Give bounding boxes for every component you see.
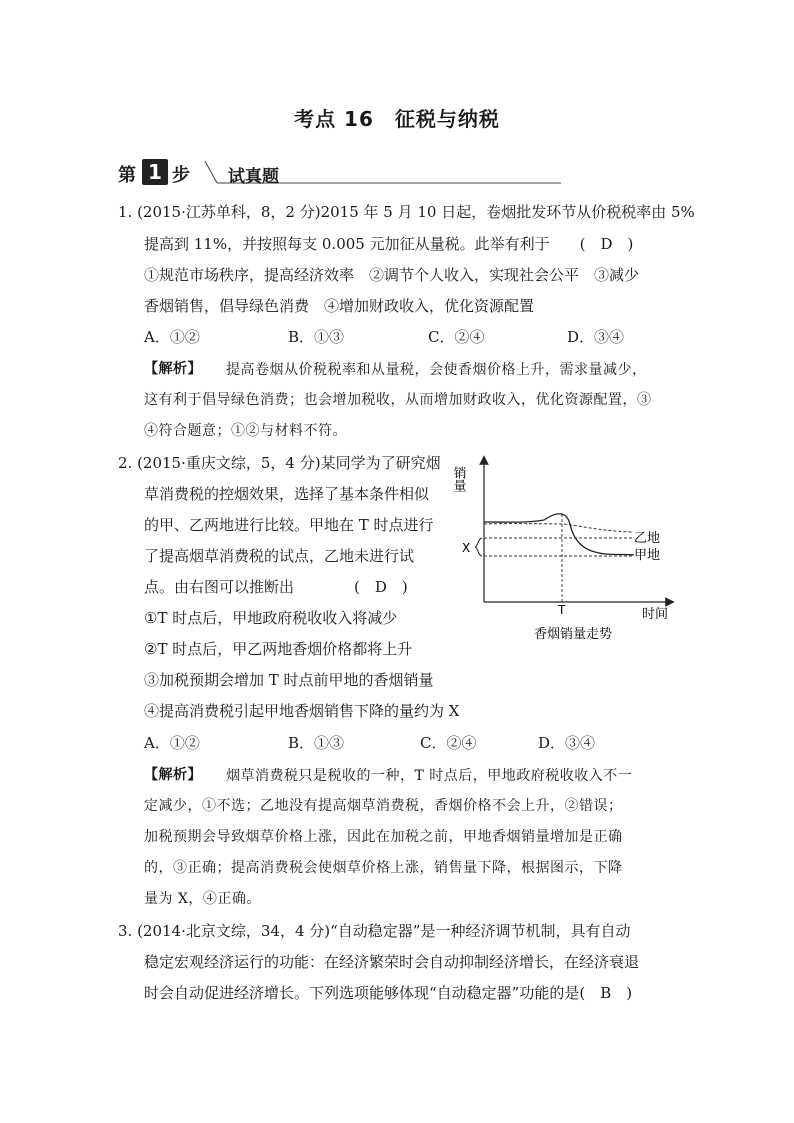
- q2-line-2: 草消费税的控烟效果，选择了基本条件相似: [144, 485, 430, 503]
- q3-line-1: 3. (2014·北京文综，34，4 分)“自动稳定器”是一种经济调节机制，具有自动: [118, 922, 631, 940]
- step-name: 试真题: [228, 167, 279, 187]
- x-axis-label: 时间: [642, 607, 669, 622]
- q2-statement-3: ③加税预期会增加 T 时点前甲地的香烟销量: [144, 671, 434, 689]
- q2-statement-1: ①T 时点后，甲地政府税收收入将减少: [144, 609, 398, 627]
- page-title: 考点 16 征税与纳税: [294, 107, 500, 131]
- q1-explanation-line-2: 这有利于倡导绿色消费；也会增加税收，从而增加财政收入，优化资源配置，③: [144, 392, 652, 408]
- q2-option-b: B．①③: [288, 734, 345, 752]
- q2-statement-4: ④提高消费税引起甲地香烟销售下降的量约为 X: [144, 702, 460, 720]
- q2-line-5: 点。由右图可以推断出 ( D ): [144, 578, 408, 596]
- t-marker-label: T: [558, 603, 566, 617]
- q1-line-4: 香烟销售，倡导绿色消费 ④增加财政收入，优化资源配置: [144, 297, 535, 315]
- q2-line-3: 的甲、乙两地进行比较。甲地在 T 时点进行: [144, 516, 434, 534]
- q2-option-a: A．①②: [144, 734, 200, 752]
- q2-explanation-line-2: 定减少，①不选；乙地没有提高烟草消费税，香烟价格不会上升，②错误；: [144, 798, 623, 814]
- cigarette-sales-chart: [448, 452, 678, 648]
- q2-explanation-line-4: 的，③正确；提高消费税会使烟草价格上涨，销售量下降，根据图示，下降: [144, 860, 623, 876]
- q3-line-3: 时会自动促进经济增长。下列选项能够体现“自动稳定器”功能的是( B ): [144, 984, 633, 1002]
- series-jia-line: [484, 514, 634, 555]
- q1-line-1: 1. (2015·江苏单科，8，2 分)2015 年 5 月 10 日起，卷烟批发环节从价税税率由 5%: [118, 203, 695, 221]
- x-gap-label: X: [462, 541, 471, 555]
- q1-option-a: A．①②: [144, 328, 200, 346]
- q2-explanation-line-3: 加税预期会导致烟草价格上涨，因此在加税之前，甲地香烟销量增加是正确: [144, 829, 623, 845]
- q2-explanation-line-5: 量为 X，④正确。: [144, 891, 261, 907]
- legend-yi: 乙地: [634, 531, 661, 546]
- q2-explanation-line-1: 烟草消费税只是税收的一种，T 时点后，甲地政府税收收入不一: [226, 768, 633, 784]
- q2-line-1: 2. (2015·重庆文综，5，4 分)某同学为了研究烟: [118, 454, 441, 472]
- step-header: [118, 159, 560, 189]
- q1-option-d: D．③④: [567, 328, 625, 346]
- q1-option-c: C．②④: [428, 328, 485, 346]
- q2-line-4: 了提高烟草消费税的试点，乙地未进行试: [144, 547, 415, 565]
- q1-explanation-line-3: ④符合题意；①②与材料不符。: [144, 423, 347, 439]
- q1-line-3: ①规范市场秩序，提高经济效率 ②调节个人收入，实现社会公平 ③减少: [144, 266, 640, 284]
- y-axis-label: 销量: [450, 466, 466, 492]
- q1-option-b: B．①③: [288, 328, 345, 346]
- q1-line-2: 提高到 11%，并按照每支 0.005 元加征从量税。此举有利于 ( D ): [144, 235, 634, 253]
- q3-line-2: 稳定宏观经济运行的功能：在经济繁荣时会自动抑制经济增长，在经济衰退: [144, 953, 640, 971]
- x-gap-brace: [475, 538, 482, 556]
- q2-statement-2: ②T 时点后，甲乙两地香烟价格都将上升: [144, 640, 413, 658]
- series-yi-line: [484, 524, 633, 532]
- q2-option-c: C．②④: [420, 734, 477, 752]
- q2-explanation-label: 【解析】: [144, 767, 202, 783]
- step-di: 第: [118, 165, 136, 186]
- step-bu: 步: [172, 165, 190, 186]
- chart-caption: 香烟销量走势: [534, 627, 613, 642]
- legend-jia: 甲地: [634, 548, 661, 563]
- q2-option-d: D．③④: [538, 734, 596, 752]
- step-number-badge: 1: [142, 159, 168, 185]
- q1-explanation-line-1: 提高卷烟从价税税率和从量税，会使香烟价格上升，需求量减少，: [226, 362, 647, 378]
- q1-explanation-label: 【解析】: [144, 361, 202, 377]
